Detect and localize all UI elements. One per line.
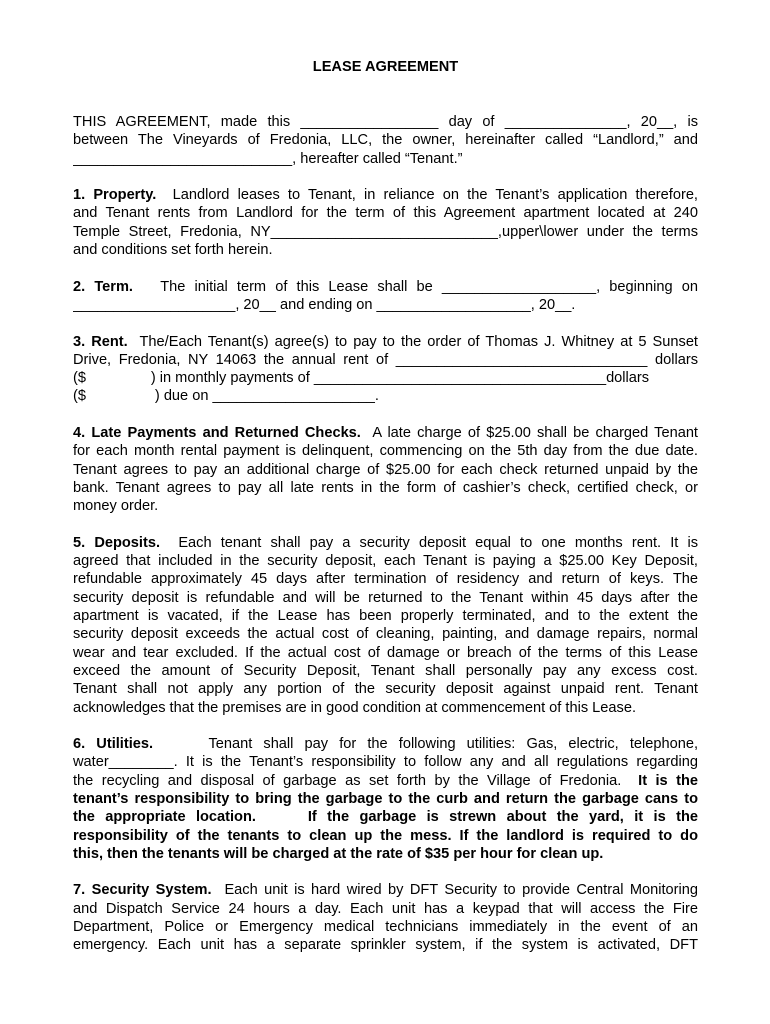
intro-line-3: ___________________________, hereafter called “Tenant.” <box>73 150 463 167</box>
section-security-system-line-3: Department, Police or Emergency medical technicians immediately in the event of an <box>73 919 698 936</box>
section-late-payments-line-4: bank. Tenant agrees to pay all late rents in the form of cashier’s check, certified check, or <box>73 479 698 496</box>
section-security-system-line-1: Each unit is hard wired by DFT Security to provide Central Monitoring <box>224 882 698 899</box>
section-deposits-line-8: exceed the amount of Security Deposit, Tenant shall personally pay any excess cost. <box>73 662 698 679</box>
section-property-heading: 1. Property. <box>73 187 157 204</box>
section-rent-line-4: ($ ) due on ____________________. <box>73 388 379 405</box>
section-deposits-line-3: refundable approximately 45 days after termination of residency and return of keys. The <box>73 571 698 588</box>
intro-line-2: between The Vineyards of Fredonia, LLC, the owner, hereinafter called “Landlord,” and <box>73 132 698 149</box>
section-deposits-line-1: Each tenant shall pay a security deposit equal to one months rent. It is <box>178 534 698 551</box>
section-utilities-line-5: the appropriate location. If the garbage is strewn about the yard, it is the <box>73 809 698 826</box>
section-utilities-line-3-bold: It is the <box>638 772 698 789</box>
section-rent-line-1: The/Each Tenant(s) agree(s) to pay to the order of Thomas J. Whitney at 5 Sunset <box>139 333 698 350</box>
section-utilities-line-7: this, then the tenants will be charged at the rate of $35 per hour for clean up. <box>73 845 604 862</box>
section-property <box>73 186 698 259</box>
section-deposits-line-2: agreed that included in the security deposit, each Tenant is paying a $25.00 Key Deposit, <box>73 553 698 570</box>
section-utilities-heading: 6. Utilities. <box>73 736 154 753</box>
section-late-payments-line-1: A late charge of $25.00 shall be charged Tenant <box>372 425 698 442</box>
section-deposits-line-5: apartment is vacated, if the Lease has been properly terminated, and to the extent the <box>73 608 698 625</box>
section-deposits-line-6: security deposit exceeds the actual cost of cleaning, painting, and damage repairs, normal <box>73 626 698 643</box>
section-utilities-line-1: Tenant shall pay for the following utilities: Gas, electric, telephone, <box>208 736 698 753</box>
section-late-payments-line-3: Tenant agrees to pay an additional charge of $25.00 for each check returned unpaid by the <box>73 461 698 478</box>
section-deposits-heading: 5. Deposits. <box>73 534 161 551</box>
section-utilities-line-4: tenant’s responsibility to bring the garbage to the curb and return the garbage cans to <box>73 790 698 807</box>
section-property-line-1: Landlord leases to Tenant, in reliance on the Tenant’s application therefore, <box>172 187 698 204</box>
section-deposits-line-4: security deposit is refundable and will be returned to the Tenant within 45 days after the <box>73 589 698 606</box>
section-late-payments-heading: 4. Late Payments and Returned Checks. <box>73 425 361 442</box>
section-utilities-line-6: responsibility of the tenants to clean up the mess. If the landlord is required to do <box>73 827 698 844</box>
section-utilities <box>73 735 698 863</box>
lease-document <box>73 58 698 973</box>
section-term <box>73 278 698 315</box>
section-utilities-line-2: water________. It is the Tenant’s responsibility to follow any and all regulations regarding <box>73 754 698 771</box>
section-security-system-heading: 7. Security System. <box>73 882 212 899</box>
section-late-payments-line-2: for each month rental payment is delinquent, commencing on the 5th day from the due date. <box>73 443 698 460</box>
section-deposits-line-10: acknowledges that the premises are in good condition at commencement of this Lease. <box>73 699 636 716</box>
section-term-line-2: ____________________, 20__ and ending on ___________________, 20__. <box>73 296 576 313</box>
document-title: LEASE AGREEMENT <box>312 59 459 75</box>
section-security-system-line-4: emergency. Each unit has a separate sprinkler system, if the system is activated, DFT <box>73 937 698 954</box>
section-term-line-1: The initial term of this Lease shall be ___________________, beginning on <box>160 278 698 295</box>
section-utilities-line-3: the recycling and disposal of garbage as set forth by the Village of Fredonia. <box>73 772 622 789</box>
section-deposits-line-7: wear and tear excluded. If the actual cost of damage or breach of the terms of this Lease <box>73 644 698 661</box>
intro-line-1: THIS AGREEMENT, made this _________________ day of _______________, 20__, is <box>73 114 698 130</box>
section-security-system-line-2: and Dispatch Service 24 hours a day. Each unit has a keypad that will access the Fire <box>73 900 698 917</box>
section-rent <box>73 333 698 406</box>
section-late-payments-line-5: money order. <box>73 498 159 515</box>
section-property-line-3: Temple Street, Fredonia, NY____________________________,upper\lower under the terms <box>73 223 698 240</box>
section-rent-line-3: ($ ) in monthly payments of ____________________________________dollars <box>73 370 650 387</box>
section-rent-line-2: Drive, Fredonia, NY 14063 the annual rent of _______________________________ dollars <box>73 351 698 368</box>
section-term-heading: 2. Term. <box>73 278 133 295</box>
section-deposits-line-9: Tenant shall not apply any portion of the security deposit against unpaid rent. Tenant <box>73 681 698 698</box>
section-deposits <box>73 534 698 717</box>
section-property-line-2: and Tenant rents from Landlord for the term of this Agreement apartment located at 240 <box>73 205 698 222</box>
section-property-line-4: and conditions set forth herein. <box>73 242 273 259</box>
section-late-payments <box>73 424 698 515</box>
intro-paragraph <box>73 113 698 168</box>
section-rent-heading: 3. Rent. <box>73 333 128 350</box>
section-security-system <box>73 881 698 954</box>
